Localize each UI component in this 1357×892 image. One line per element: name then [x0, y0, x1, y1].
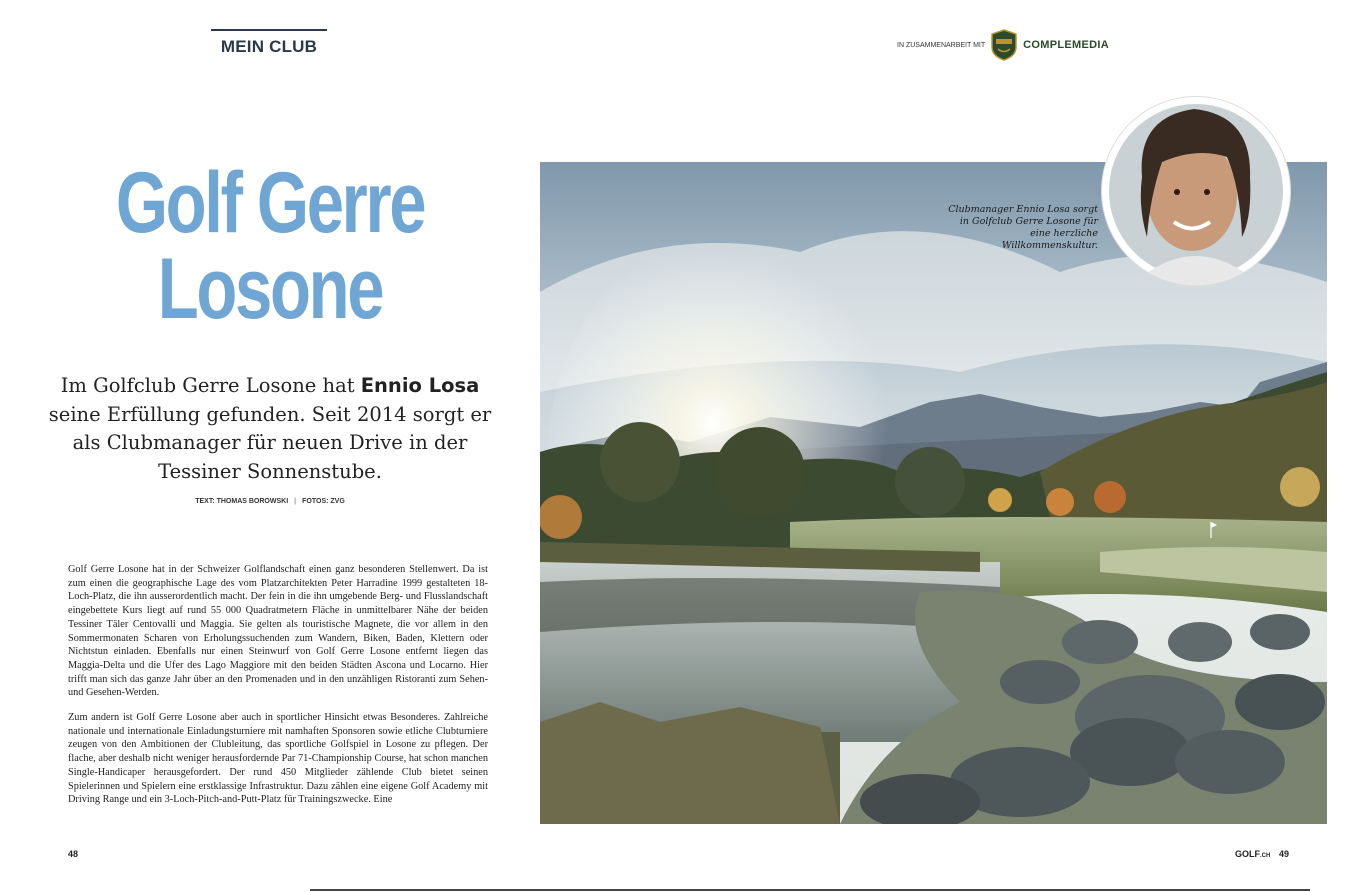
section-rule: [211, 29, 327, 31]
brand-suffix: .CH: [1260, 853, 1271, 859]
complemedia-logo-icon: [991, 29, 1017, 61]
photo-caption: Clubmanager Ennio Losa sorgt in Golfclub Gerre Losone für eine herzliche Willkommenskultur.: [948, 204, 1098, 251]
magazine-brand: [1235, 849, 1270, 859]
partner-credit: [897, 28, 1109, 62]
article-title: [91, 155, 450, 337]
title-line-2: Losone: [157, 241, 383, 337]
deck-text-end: seine Erfüllung gefunden. Seit 2014 sorgt er als Clubmanager für neuen Drive in der Tessiner Sonnenstube.: [48, 402, 492, 483]
article-credits: [48, 498, 492, 505]
credit-separator: |: [294, 498, 297, 505]
brand-name: GOLF: [1235, 849, 1260, 859]
partner-name: COMPLEMEDIA: [1023, 39, 1109, 51]
page-number-right: 49: [1279, 849, 1290, 859]
article-body: [68, 563, 488, 818]
title-line-1: Golf Gerre: [115, 155, 425, 251]
body-paragraph-1: Golf Gerre Losone hat in der Schweizer Golflandschaft einen ganz besonderen Stellenwert. Da ist zum einen die geographische Lage des vom Platzarchitekten Peter Harradine 1999 gestalteten 18-Loch-Platz, die ihn ausserordentlich macht. Der fein in die ihn umgebende Berg- und Flusslandschaft eingebettete Kurs liegt auf rund 55 000 Quadratmetern Fläche in unmittelbarer Nähe der beiden Tessiner Täler Centovalli und Maggia. Sie gelten als touristische Magnete, die vor allem in den Sommermonaten Scharen von Erholungssuchenden zum Wandern, Biken, Baden, Klettern oder Nichtstun einladen. Ebenfalls nur einen Steinwurf von Golf Gerre Losone entfernt liegen das Maggia-Delta und die Ufer des Lago Maggiore mit den beiden Städten Ascona und Locarno. Hier trifft man sich das ganze Jahr über an den Promenaden und in den unzähligen Ristoranti zum Sehen- und Gesehen-Werden.: [68, 564, 488, 699]
body-paragraph-2: Zum andern ist Golf Gerre Losone aber auch in sportlicher Hinsicht etwas Besonderes. Zahlreiche nationale und internationale Einladungsturniere mit namhaften Sponsoren sowie etliche Clubturniere zeugen von den Ambitionen der Clubleitung, das sportliche Golfspiel in Losone zu pflegen. Der flache, aber deshalb nicht weniger herausfordernde Par 71-Championship Course, hat schon manchen Single-Handicaper herausgefordert. Der rund 450 Mitglieder zählende Club bietet seinen Spielerinnen und Spielern eine erstklassige Infrastruktur. Dazu zählen eine eigene Golf Academy mit Driving Range und ein 3-Loch-Pitch-and-Putt-Platz für Trainingszwecke. Eine: [68, 712, 488, 806]
portrait-photo: [1102, 97, 1290, 285]
credit-photos: FOTOS: ZVG: [302, 498, 345, 505]
article-deck: [48, 372, 492, 486]
credit-text: TEXT: THOMAS BOROWSKI: [195, 498, 289, 505]
section-label: MEIN CLUB: [220, 37, 318, 56]
partner-prefix: IN ZUSAMMENARBEIT MIT: [897, 41, 986, 49]
deck-text-start: Im Golfclub Gerre Losone hat: [60, 374, 361, 397]
bottom-rule: [310, 889, 1310, 891]
deck-person-name: Ennio Losa: [360, 374, 480, 397]
page-number-left: 48: [68, 849, 79, 859]
